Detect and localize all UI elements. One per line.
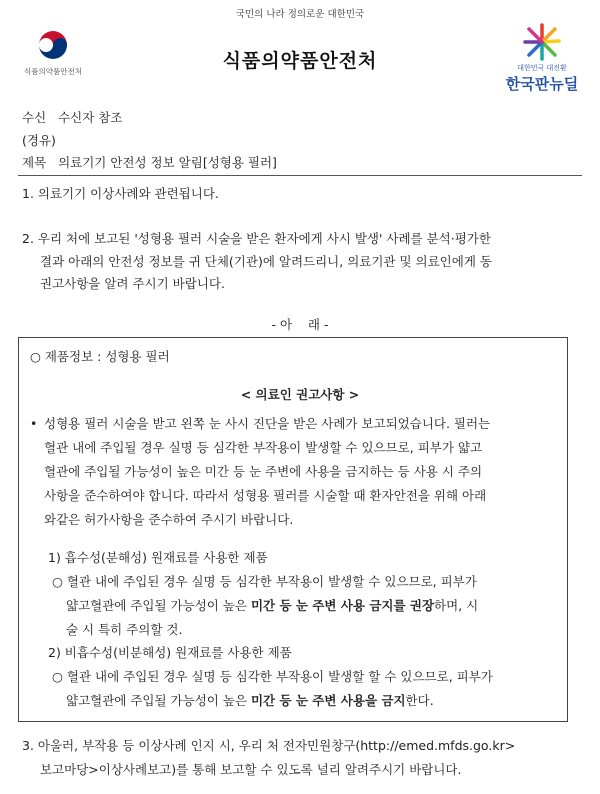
intro-line-1: 성형용 필러 시술을 받고 왼쪽 눈 사시 진단을 받은 사례가 보고되었습니다. 필러는	[44, 416, 491, 431]
section-2-line-2-c: 한다.	[405, 693, 434, 708]
korean-new-deal-logo	[500, 22, 584, 94]
section-1-title: 1) 흡수성(분해성) 원재료를 사용한 제품	[48, 550, 268, 565]
recommendation-heading: < 의료인 권고사항 >	[240, 387, 360, 402]
intro-line-4: 사항을 준수하여야 합니다. 따라서 성형용 필러를 시술할 때 환자안전을 위해 아래	[44, 488, 487, 503]
recipient-row	[22, 108, 122, 128]
intro-line-3: 혈관에 주입될 가능성이 높은 미간 등 눈 주변에 사용을 금지하는 등 사용 시 주의	[44, 464, 483, 479]
brand-title: 한국판뉴딜	[505, 75, 579, 93]
org-title: 식품의약품안전처	[222, 50, 378, 72]
product-info: ○ 제품정보 : 성형용 필러	[30, 349, 170, 364]
bullet-dot: •	[30, 416, 38, 431]
section-2-emphasis: 미간 등 눈 주변 사용을 금지	[250, 693, 406, 708]
recipient-value: 수신자 참조	[58, 110, 123, 125]
recipient-label: 수신	[22, 110, 47, 125]
paragraph-1: 1. 의료기기 이상사례와 관련됩니다.	[22, 186, 219, 201]
section-1-line-3: 술 시 특히 주의할 것.	[66, 622, 183, 637]
subject-row	[22, 153, 277, 173]
section-1-line-2-a: 얇고혈관에 주입될 가능성이 높은	[66, 598, 251, 613]
paragraph-2-line-3: 권고사항을 알려 주시기 바랍니다.	[40, 276, 225, 291]
header-divider	[18, 175, 582, 176]
intro-line-2: 혈관 내에 주입될 경우 실명 등 심각한 부작용이 발생할 수 있으므로, 피부가 얇고	[44, 440, 483, 455]
subject-label: 제목	[22, 155, 47, 170]
section-2-line-2	[66, 691, 434, 711]
burst-icon	[522, 22, 562, 62]
paragraph-2-line-1: 2. 우리 처에 보고된 '성형용 필러 시술을 받은 환자에게 사시 발생' 사례를 분석·평가한	[22, 231, 491, 246]
paragraph-3-line-1: 3. 아울러, 부작용 등 이상사례 인지 시, 우리 처 전자민원창구(http://emed.mfds.go.kr>	[22, 738, 516, 753]
section-1-line-2-c: 하며, 시	[434, 598, 479, 613]
via-row: (경유)	[22, 133, 56, 148]
section-2-line-2-a: 얇고혈관에 주입될 가능성이 높은	[66, 693, 251, 708]
section-1-line-1: ○ 혈관 내에 주입된 경우 실명 등 심각한 부작용이 발생할 수 있으므로, 피부가	[52, 574, 477, 589]
section-2-line-1: ○ 혈관 내에 주입된 경우 실명 등 심각한 부작용이 발생할 할 수 있으므로, 피부가	[52, 669, 493, 684]
intro-line-5: 와같은 허가사항을 준수하여 주시기 바랍니다.	[44, 512, 294, 527]
paragraph-3-line-2: 보고마당>이상사례보고)를 통해 보고할 수 있도록 널리 알려주시기 바랍니다.	[40, 762, 462, 777]
org-small-label: 식품의약품안전처	[24, 67, 82, 76]
below-heading: - 아 래 -	[271, 317, 329, 332]
paragraph-2-line-2: 결과 아래의 안전성 정보를 귀 단체(기관)에 알려드리니, 의료기관 및 의료인에게 동	[40, 254, 492, 269]
section-1-emphasis: 미간 등 눈 주변 사용 금지를 권장	[250, 598, 435, 613]
section-2-title: 2) 비흡수성(비분해성) 원재료를 사용한 제품	[48, 645, 292, 660]
slogan: 국민의 나라 정의로운 대한민국	[235, 9, 365, 20]
brand-subtitle: 대한민국 대전환	[517, 64, 567, 72]
section-1-line-2	[66, 596, 478, 616]
subject-value: 의료기기 안전성 정보 알림[성형용 필러]	[58, 155, 277, 170]
